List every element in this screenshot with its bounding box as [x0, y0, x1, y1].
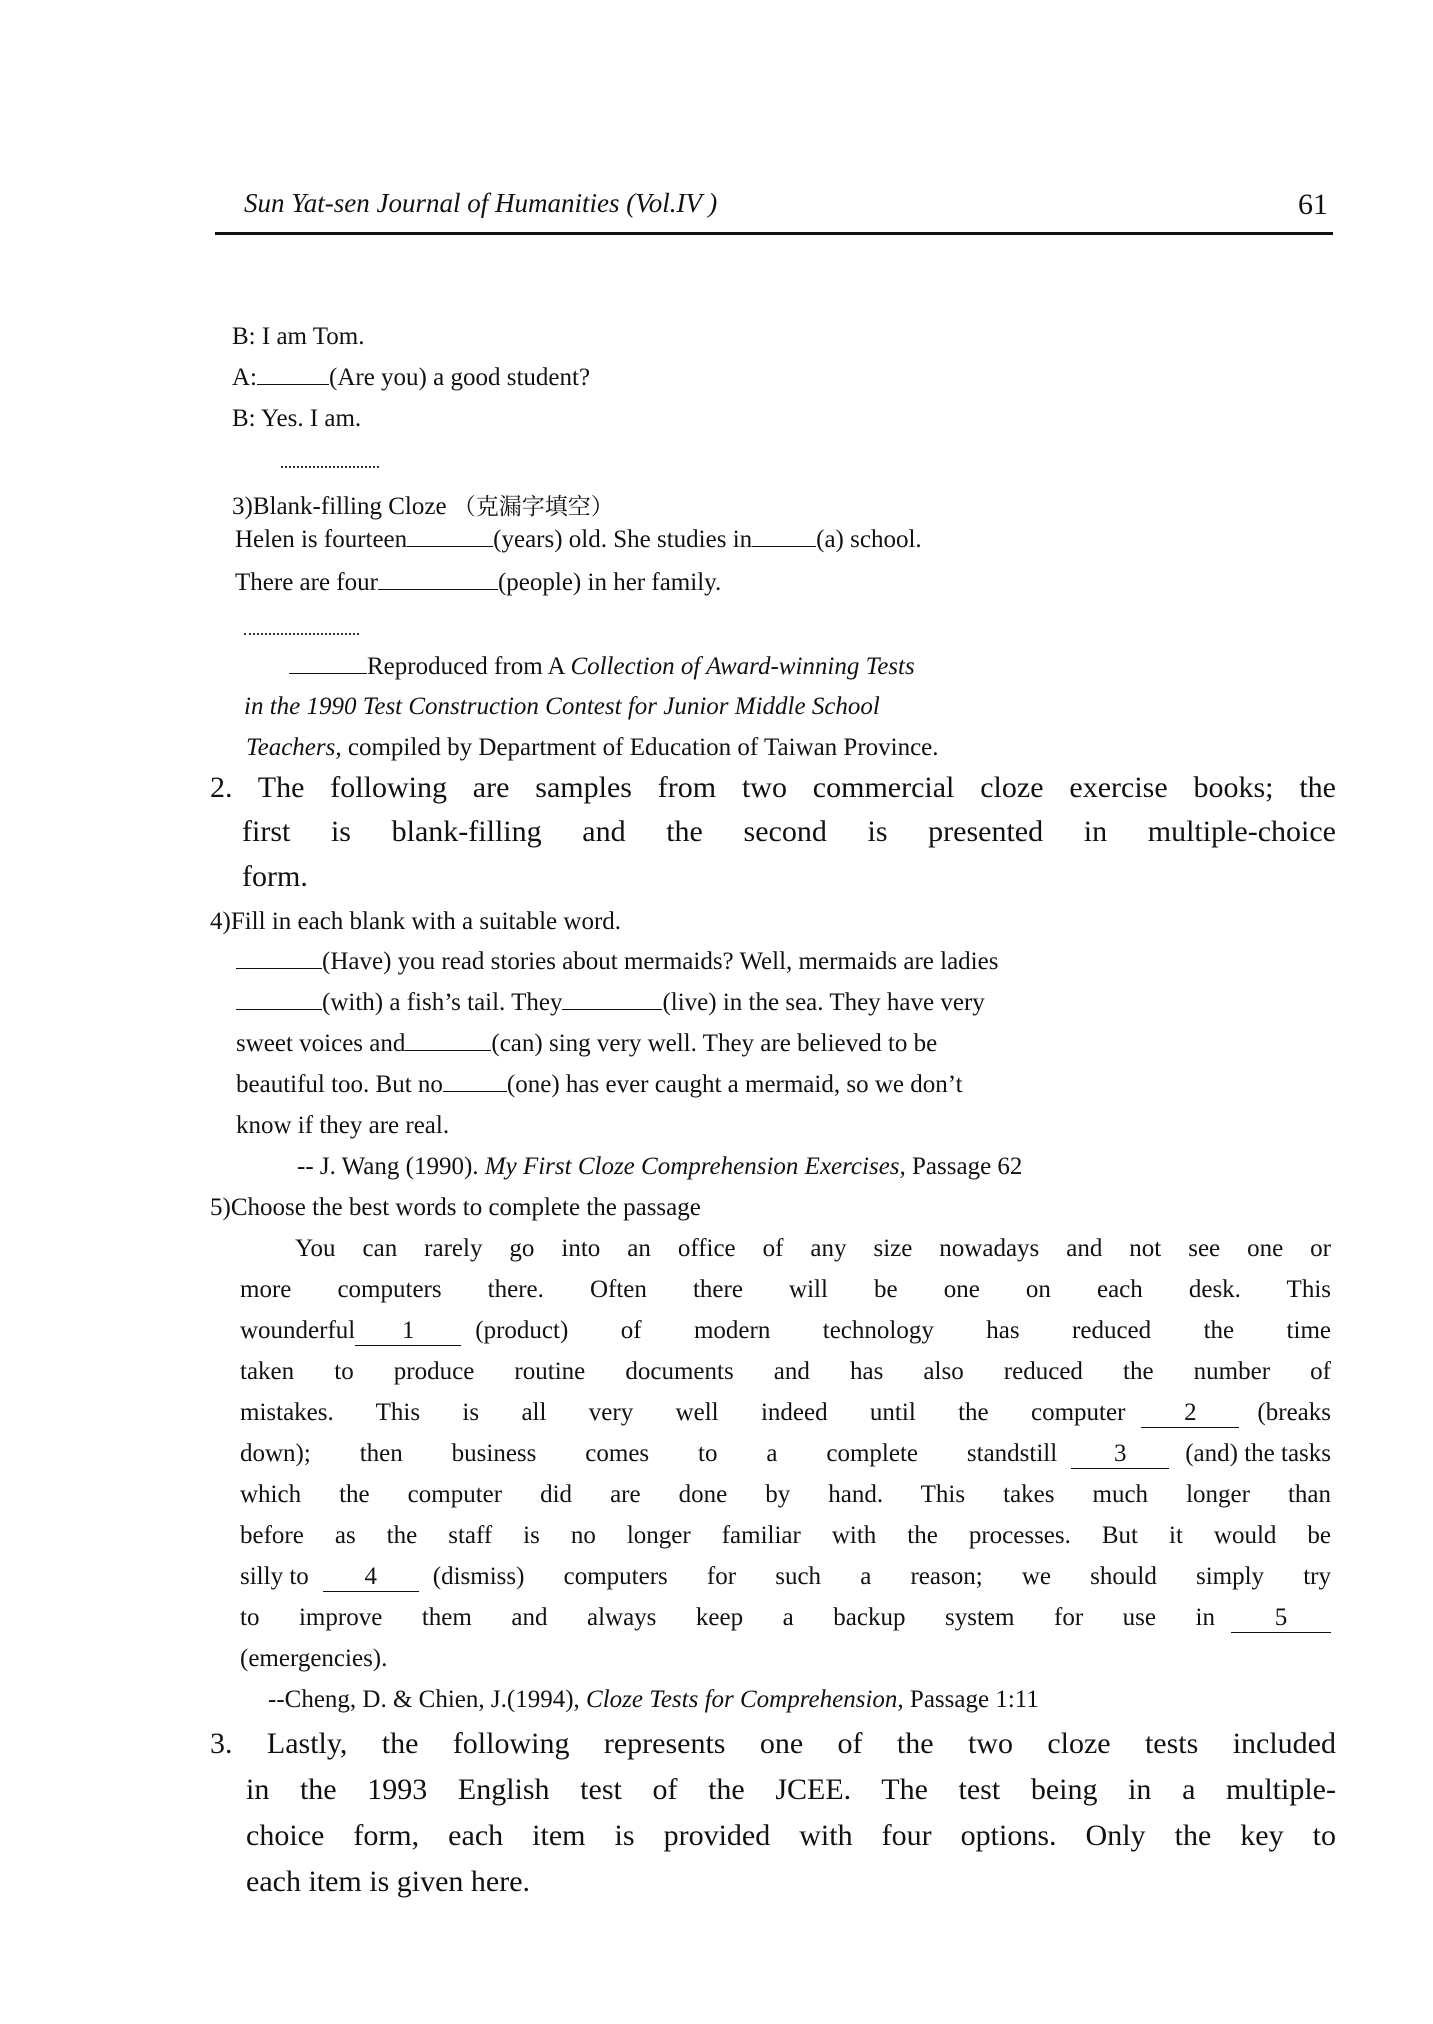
item-3-l2-text: in the 1993 English test of the JCEE. The test being in a multiple-	[246, 1773, 1336, 1806]
passage-line-5-b: (breaks	[1257, 1399, 1331, 1426]
section-4-line-1	[236, 948, 998, 976]
passage-line-4-text: taken to produce routine documents and has also reduced the number of	[240, 1358, 1331, 1385]
section-4-line-5: know if they are real.	[236, 1112, 450, 1139]
running-header-title: Sun Yat-sen Journal of Humanities (Vol.IV )	[244, 188, 718, 218]
cloze-blank-4: 4	[323, 1563, 419, 1592]
section-3-heading-chinese: （克漏字填空）	[452, 494, 614, 520]
s3-l2-b: (people) in her family.	[497, 569, 722, 596]
item-3-line-3	[246, 1819, 1336, 1853]
s5-src-b: Cloze Tests for Comprehension,	[586, 1686, 904, 1713]
s3-l1-b: (years) old. She studies in	[493, 526, 753, 553]
answer-blank	[236, 968, 322, 969]
s5-src-a: --Cheng, D. & Chien, J.(1994),	[268, 1686, 587, 1713]
answer-blank	[443, 1091, 507, 1092]
passage-line-8-text: before as the staff is no longer familiar with the processes. But it would be	[240, 1522, 1331, 1549]
section-3-heading	[232, 488, 614, 521]
section-4-line-3	[236, 1030, 937, 1058]
passage-line-7-text: which the computer did are done by hand. This takes much longer than	[240, 1481, 1331, 1508]
s4-l1-a: (Have) you read stories about mermaids? Well, mermaids are ladies	[322, 948, 999, 975]
s3-l1-c: (a) school.	[816, 526, 922, 553]
s3-l1-a: Helen is fourteen	[235, 526, 408, 553]
dialog-a-rest: (Are you) a good student?	[329, 364, 591, 391]
passage-line-1-text: You can rarely go into an office of any size nowadays and not see one or	[295, 1235, 1331, 1262]
ellipsis-dots	[244, 633, 359, 635]
passage-line-3-a: wounderful	[240, 1317, 356, 1344]
s4-l3-a: sweet voices and	[236, 1030, 406, 1057]
passage-line-9-a: silly to	[240, 1563, 309, 1590]
passage-line-10	[240, 1604, 1331, 1633]
passage-line-6	[240, 1440, 1331, 1469]
s4-src-b: My First Cloze Comprehension Exercises,	[484, 1153, 906, 1180]
passage-line-10-a: to improve them and always keep a backup system for use in	[240, 1604, 1215, 1631]
passage-line-3	[240, 1317, 1331, 1346]
passage-line-3-b: (product) of modern technology has reduced the time	[475, 1317, 1331, 1344]
source-1-l1-b: Collection of Award-winning Tests	[570, 653, 915, 680]
source-lead-rule	[289, 673, 367, 674]
section-3-heading-text: 3)Blank-filling Cloze	[232, 493, 447, 520]
s4-src-a: -- J. Wang (1990).	[297, 1153, 485, 1180]
source-1-line-3	[246, 734, 939, 762]
passage-line-5-a: mistakes. This is all very well indeed until the computer	[240, 1399, 1126, 1426]
passage-line-9-b: (dismiss) computers for such a reason; we should simply try	[432, 1563, 1331, 1590]
page-number: 61	[1298, 188, 1328, 221]
s4-l2-a: (with) a fish’s tail. They	[322, 989, 563, 1016]
item-2-line-1	[210, 771, 1336, 805]
source-1-l1-a: Reproduced from A	[367, 653, 571, 680]
dialog-a-prefix: A:	[232, 364, 257, 391]
item-3-line-2	[246, 1773, 1336, 1807]
s4-l3-b: (can) sing very well. They are believed to be	[491, 1030, 938, 1057]
passage-line-2	[240, 1276, 1331, 1304]
dialog-line-b1: B: I am Tom.	[232, 323, 365, 350]
dialog-line-a	[232, 364, 590, 392]
source-1-line-1	[289, 653, 915, 681]
answer-blank	[562, 1009, 662, 1010]
source-1-line-2: in the 1990 Test Construction Contest for Junior Middle School	[244, 693, 880, 720]
item-2-l2-text: first is blank-filling and the second is presented in multiple-choice	[242, 815, 1336, 848]
answer-blank	[378, 589, 498, 590]
answer-blank	[236, 1009, 322, 1010]
section-3-line-2	[235, 569, 721, 597]
dialog-line-b2: B: Yes. I am.	[232, 405, 362, 432]
passage-line-1	[295, 1235, 1331, 1263]
passage-line-6-b: (and) the tasks	[1185, 1440, 1331, 1467]
item-2-line-2	[242, 815, 1336, 849]
s4-l2-b: (live) in the sea. They have very	[662, 989, 985, 1016]
cloze-blank-3: 3	[1071, 1440, 1169, 1469]
item-3-l3-text: choice form, each item is provided with four options. Only the key to	[246, 1819, 1336, 1852]
cloze-blank-2: 2	[1141, 1399, 1239, 1428]
cloze-blank-5: 5	[1231, 1604, 1331, 1633]
section-5-source	[268, 1686, 1039, 1714]
s5-src-c: Passage 1:11	[903, 1686, 1039, 1713]
passage-line-8	[240, 1522, 1331, 1550]
header-rule	[215, 232, 1333, 235]
passage-line-5	[240, 1399, 1331, 1428]
section-4-line-4	[236, 1071, 963, 1099]
section-4-heading: 4)Fill in each blank with a suitable word.	[210, 908, 622, 935]
passage-line-6-a: down); then business comes to a complete standstill	[240, 1440, 1058, 1467]
source-1-l3-a: Teachers,	[246, 734, 342, 761]
answer-blank	[752, 546, 816, 547]
answer-blank	[405, 1050, 491, 1051]
source-1-l3-b: compiled by Department of Education of Taiwan Province.	[341, 734, 939, 761]
item-3-line-4: each item is given here.	[246, 1865, 531, 1898]
s4-l4-b: (one) has ever caught a mermaid, so we don’t	[506, 1071, 963, 1098]
answer-blank	[407, 546, 493, 547]
s4-src-c: Passage 62	[905, 1153, 1023, 1180]
section-5-heading: 5)Choose the best words to complete the passage	[210, 1194, 701, 1221]
section-4-source	[297, 1153, 1022, 1181]
passage-line-4	[240, 1358, 1331, 1386]
passage-line-7	[240, 1481, 1331, 1509]
ellipsis-dots	[281, 466, 379, 468]
item-2-l1-text: 2. The following are samples from two commercial cloze exercise books; the	[210, 771, 1336, 804]
passage-line-2-text: more computers there. Often there will be one on each desk. This	[240, 1276, 1331, 1303]
section-3-line-1	[235, 526, 922, 554]
cloze-blank-1: 1	[355, 1317, 461, 1346]
passage-line-11: (emergencies).	[240, 1645, 388, 1672]
passage-line-9	[240, 1563, 1331, 1592]
s4-l4-a: beautiful too. But no	[236, 1071, 443, 1098]
s3-l2-a: There are four	[235, 569, 378, 596]
item-2-line-3: form.	[242, 860, 308, 893]
section-4-line-2	[236, 989, 985, 1017]
answer-blank	[257, 384, 329, 385]
item-3-line-1	[210, 1727, 1336, 1761]
item-3-l1-text: 3. Lastly, the following represents one of the two cloze tests included	[210, 1727, 1336, 1760]
